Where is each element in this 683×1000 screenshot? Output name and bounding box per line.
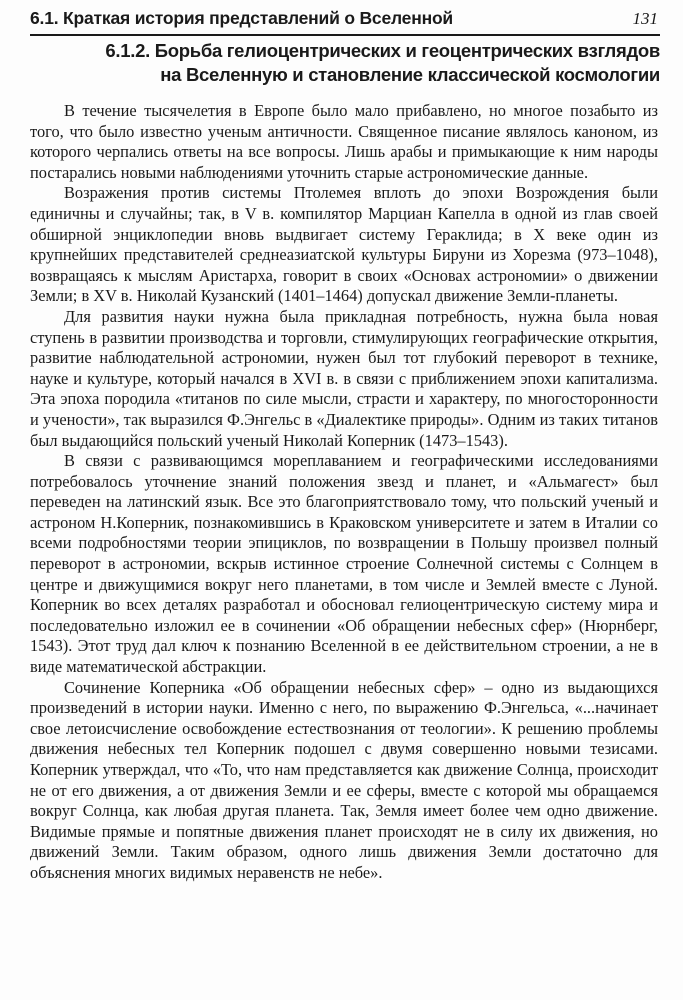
running-head — [30, 8, 660, 36]
section-heading — [30, 39, 660, 87]
section-heading-line-1: 6.1.2. Борьба гелиоцентрических и геоцентрических взглядов — [105, 40, 660, 61]
paragraph: В течение тысячелетия в Европе было мало прибавлено, но многое позабыто из того, что было известно ученым античности. Священное писание являлось каноном, из которого черпались ответы на все вопросы. Лишь арабы и примыкающие к ним народы постарались новыми наблюдениями уточнить старые астрономические данные. — [30, 101, 658, 182]
body-text — [30, 101, 658, 884]
paragraph: Для развития науки нужна была прикладная потребность, нужна была новая ступень в развитии производства и торговли, стимулирующих географические открытия, развитие наблюдательной астрономии, нужен был тот глубокий переворот в технике, науке и культуре, который начался в XVI в. в связи с приближением эпохи капитализма. Эта эпоха породила «титанов по силе мысли, страсти и характеру, по многосторонности и учености», так выразился Ф.Энгельс в «Диалектике природы». Одним из таких титанов был выдающийся польский ученый Николай Коперник (1473–1543). — [30, 306, 658, 450]
paragraph: Возражения против системы Птолемея вплоть до эпохи Возрождения были единичны и случайны; так, в V в. компилятор Марциан Капелла в одной из глав своей обширной энциклопедии вновь выдвигает систему Гераклида; в X веке один из крупнейших представителей среднеазиатской культуры Бируни из Хорезма (973–1048), возвращаясь к мыслям Аристарха, говорит в своих «Основах астрономии» о движении Земли; в XV в. Николай Кузанский (1401–1464) допускал движение Земли-планеты. — [30, 183, 658, 306]
paragraph: Сочинение Коперника «Об обращении небесных сфер» – одно из выдающихся произведений в истории науки. Именно с него, по выражению Ф.Энгельса, «...начинает свое летоисчисление освобождение естествознания от теологии». К решению проблемы движения небесных тел Коперник подошел с двумя совершенно новыми тезисами. Коперник утверждал, что «То, что нам представляется как движение Солнца, происходит не от его движения, а от движения Земли и ее сферы, вместе с которой мы обращаемся вокруг Солнца, как любая другая планета. Так, Земля имеет более чем одно движение. Видимые прямые и попятные движения планет происходят не в силу их движения, но движений Земли. Таким образом, одного лишь движения Земли достаточно для объяснения многих видимых неравенств не небе». — [30, 677, 658, 882]
page-number: 131 — [632, 9, 658, 28]
section-heading-line-2: на Вселенную и становление классической космологии — [160, 64, 660, 85]
paragraph: В связи с развивающимся мореплаванием и географическими исследованиями потребовалось уточнение знаний положения звезд и планет, и «Альмагест» был переведен на латинский язык. Все это благоприятствовало тому, что польский ученый и астроном Н.Коперник, познакомившись в Краковском университете и затем в Италии со всеми подробностями теории эпициклов, по возвращении в Польшу произвел полный переворот в астрономии, вскрыв истинное строение Солнечной системы с Солнцем в центре и движущимися вокруг него планетами, в том числе и Землей вместе с Луной. Коперник во всех деталях разработал и обосновал гелиоцентрическую систему мира и последовательно изложил ее в сочинении «Об обращении небесных сфер» (Нюрнберг, 1543). Этот труд дал ключ к познанию Вселенной в ее действительном строении, а не в виде математической абстракции. — [30, 451, 658, 677]
running-head-title: 6.1. Краткая история представлений о Вселенной — [30, 8, 453, 28]
